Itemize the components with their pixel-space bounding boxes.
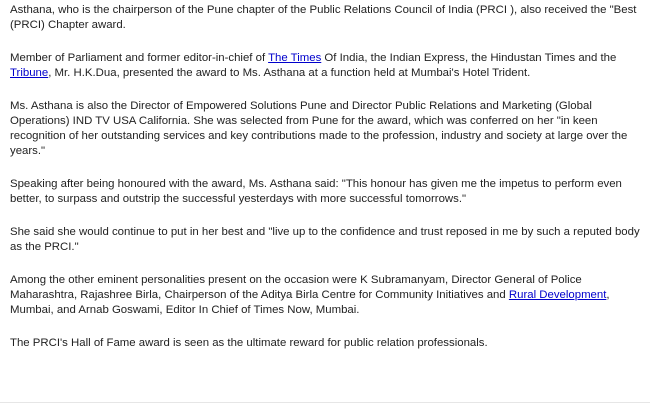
paragraph-director: Ms. Asthana is also the Director of Empowered Solutions Pune and Director Public Relations and Marketing (Global Operations) IND TV USA California. She was selected from Pune for the award, which was conferred on her "in keen recognition of her outstanding services and key contributions made to the profession, industry and society at large over the years." bbox=[10, 100, 628, 157]
paragraph-hall-of-fame: The PRCI's Hall of Fame award is seen as the ultimate reward for public relation professionals. bbox=[10, 337, 488, 349]
paragraph-personalities bbox=[10, 273, 642, 318]
paragraph-presentation-text-2: Of India, the Indian Express, the Hindustan Times and the bbox=[321, 52, 617, 64]
paragraph-chairperson: Asthana, who is the chairperson of the Pune chapter of the Public Relations Council of India (PRCI ), also received the "Best (PRCI) Chapter award. bbox=[10, 4, 637, 31]
paragraph-continue: She said she would continue to put in her best and "live up to the confidence and trust reposed in me by such a reputed body as the PRCI." bbox=[10, 226, 640, 253]
bottom-divider bbox=[0, 402, 650, 403]
article-body bbox=[10, 0, 642, 351]
link-rural-development[interactable]: Rural Development bbox=[508, 289, 607, 301]
paragraph-presentation-text-3: , Mr. H.K.Dua, presented the award to Ms. Asthana at a function held at Mumbai's Hotel Trident. bbox=[48, 67, 531, 79]
paragraph-personalities-text-2: , Mumbai, and Arnab Goswami, Editor In Chief of Times Now, Mumbai. bbox=[10, 289, 610, 316]
link-tribune[interactable]: Tribune bbox=[10, 67, 49, 79]
link-the-times[interactable]: The Times bbox=[268, 52, 322, 64]
paragraph-quote: Speaking after being honoured with the award, Ms. Asthana said: "This honour has given me the impetus to perform even better, to surpass and outstrip the successful yesterdays with more successful tomorrows." bbox=[10, 178, 622, 205]
paragraph-presentation-text-1: Member of Parliament and former editor-in-chief of bbox=[10, 52, 269, 64]
paragraph-personalities-text-1: Among the other eminent personalities present on the occasion were K Subramanyam, Director General of Police Maharashtra, Rajashree Birla, Chairperson of the Aditya Birla Centre for Community Initiatives and bbox=[10, 274, 582, 301]
paragraph-presentation bbox=[10, 51, 642, 81]
